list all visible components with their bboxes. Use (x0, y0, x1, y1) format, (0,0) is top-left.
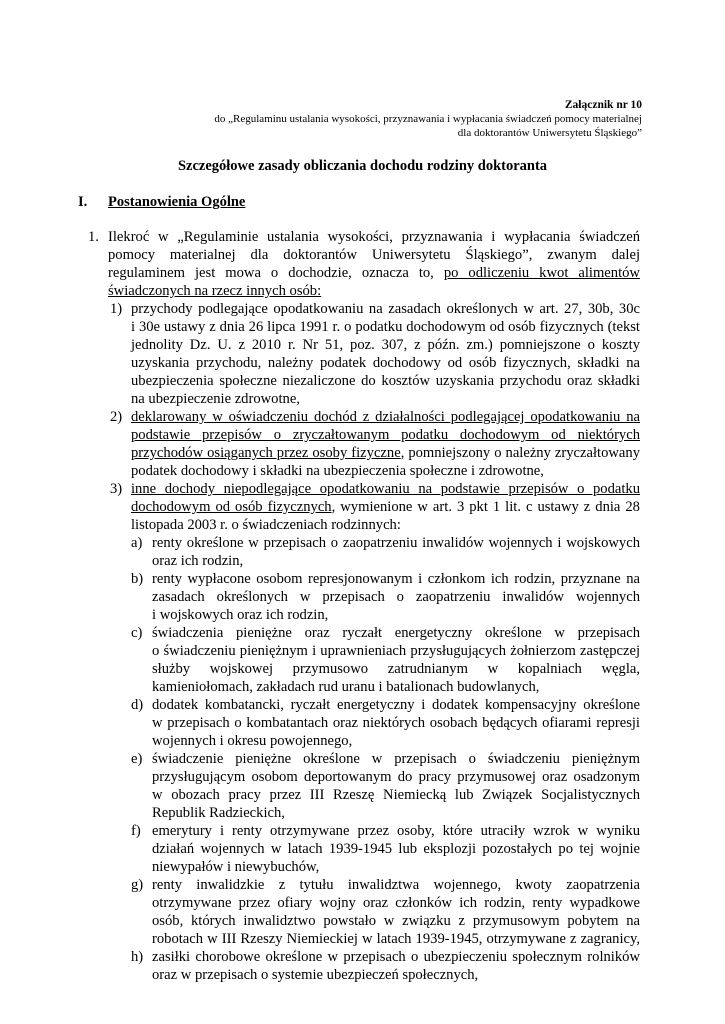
item-line: ubezpieczenia społeczne niezaliczone do kosztów uzyskania przychodu oraz składki (131, 373, 640, 389)
document-title: Szczegółowe zasady obliczania dochodu rodziny doktoranta (177, 158, 548, 174)
subitem-line: oraz w przepisach o systemie ubezpieczeń społecznych, (152, 967, 479, 983)
underlined-text: dochodowym od osób fizycznych (131, 499, 332, 515)
item-line: uzyskania przychodu, należny podatek dochodowy od osób fizycznych, składki na (131, 355, 640, 371)
section-number: I. (78, 194, 88, 210)
item-number: 3) (110, 481, 123, 497)
annex-line: do „Regulaminu ustalania wysokości, przyznawania i wypłacania świadczeń pomocy materialnej (214, 113, 642, 125)
subitem-label: g) (131, 877, 144, 893)
subitem-line: działań wojennych w latach 1939-1945 lub eksplozji pozostałych po tej wojnie (152, 841, 640, 857)
paragraph-line (108, 264, 640, 282)
subitem-line: w obozach pracy przez III Rzeszę Niemiecką lub Związek Socjalistycznych (152, 787, 640, 803)
paragraph-number: 1. (88, 229, 99, 245)
item-line: jednolity Dz. U. z 2010 r. Nr 51, poz. 307, z późn. zm.) pomniejszone o koszty (131, 337, 640, 353)
item-text: , pomniejszony o należny zryczałtowany (400, 445, 640, 461)
subitem-line: w przepisach o kombatantach oraz niektórych osobach będących ofiarami represji (152, 715, 640, 731)
underlined-text: podstawie przepisów o zryczałtowanym podatku dochodowym od niektórych (131, 427, 640, 443)
paragraph-text: regulaminem jest mowa o dochodzie, oznacza to, (108, 265, 444, 281)
item-line: podatek dochodowy i składki na ubezpieczenia społeczne i zdrowotne, (131, 463, 544, 479)
underlined-text: deklarowany w oświadczeniu dochód z działalności podlegającej opodatkowaniu na (131, 409, 640, 425)
subitem-label: e) (131, 751, 143, 767)
subitem-line: osób, których inwalidztwo powstało w związku z przymusowym pobytem na (152, 913, 640, 929)
subitem-line: niewypałów i niewybuchów, (152, 859, 320, 875)
subitem-label: c) (131, 625, 143, 641)
subitem-line: świadczenia pieniężne oraz ryczałt energetyczny określone w przepisach (152, 625, 640, 641)
item-line: i 30e ustawy z dnia 26 lipca 1991 r. o podatku dochodowym od osób fizycznych (tekst (131, 319, 640, 335)
subitem-line: robotach w III Rzeszy Niemieckiej w latach 1939-1945, otrzymywane z zagranicy, (152, 931, 640, 947)
subitem-line: Republik Radzieckich, (152, 805, 285, 821)
subitem-label: f) (131, 823, 141, 839)
annex-title: Załącznik nr 10 (564, 99, 642, 111)
paragraph-line: pomocy materialnej dla doktorantów Uniwersytetu Śląskiego”, zwanym dalej (108, 247, 640, 263)
underlined-text: po odliczeniu kwot alimentów (443, 265, 640, 281)
section-title: Postanowienia Ogólne (108, 194, 246, 210)
subitem-line: renty inwalidzkie z tytułu inwalidztwa wojennego, kwoty zaopatrzenia (152, 877, 640, 893)
subitem-line: przysługującym osobom deportowanym do pracy przymusowej oraz osadzonym (152, 769, 640, 785)
paragraph-line: Ilekroć w „Regulaminie ustalania wysokości, przyznawania i wypłacania świadczeń (108, 229, 640, 245)
subitem-label: b) (131, 571, 144, 587)
section-heading (78, 194, 245, 211)
subitem-line: emerytury i renty otrzymywane przez osoby, które utraciły wzrok w wyniku (152, 823, 640, 839)
underlined-text: przychodów osiąganych przez osoby fizyczne (131, 445, 401, 461)
item-line: przychody podlegające opodatkowaniu na zasadach określonych w art. 27, 30b, 30c (131, 301, 640, 317)
underlined-text: inne dochody niepodlegające opodatkowaniu na podstawie przepisów o podatku (131, 481, 640, 497)
subitem-line: świadczenie pieniężne określone w przepisach o świadczeniu pieniężnym (152, 751, 640, 767)
subitem-line: zasadach określonych w przepisach o zaopatrzeniu inwalidów wojennych (152, 589, 640, 605)
annex-header (214, 98, 642, 140)
item-text: , wymienione w art. 3 pkt 1 lit. c ustawy z dnia 28 (331, 499, 640, 515)
item-number: 2) (110, 409, 123, 425)
item-line: na ubezpieczenie zdrowotne, (131, 391, 300, 407)
subitem-label: d) (131, 697, 144, 713)
item-number: 1) (110, 301, 123, 317)
subitem-line: i wojskowych oraz ich rodzin, (152, 607, 329, 623)
subitem-line: otrzymywane przez ofiary wojny oraz członków ich rodzin, renty wypadkowe (152, 895, 640, 911)
subitem-line: renty wypłacone osobom represjonowanym i członkom ich rodzin, przyznane na (152, 571, 640, 587)
annex-line: dla doktorantów Uniwersytetu Śląskiego” (457, 127, 642, 139)
subitem-label: h) (131, 949, 144, 965)
subitem-line: oraz ich rodzin, (152, 553, 244, 569)
subitem-line: kamieniołomach, zakładach rud uranu i batalionach budowlanych, (152, 679, 540, 695)
subitem-line: wojennych i okresu powojennego, (152, 733, 353, 749)
subitem-label: a) (131, 535, 143, 551)
subitem-line: służby wojskowej przymusowo zatrudnianym w kopalniach węgla, (152, 661, 640, 677)
subitem-line: zasiłki chorobowe określone w przepisach o ubezpieczeniu społecznym rolników (152, 949, 640, 965)
item-line (131, 498, 640, 516)
subitem-line: renty określone w przepisach o zaopatrzeniu inwalidów wojennych i wojskowych (152, 535, 640, 551)
item-line (131, 444, 640, 462)
item-line: listopada 2003 r. o świadczeniach rodzinnych: (131, 517, 401, 533)
subitem-line: o świadczeniu pieniężnym i uprawnieniach przysługujących żołnierzom zastępczej (152, 643, 640, 659)
subitem-line: dodatek kombatancki, ryczałt energetyczny i dodatek kompensacyjny określone (152, 697, 640, 713)
underlined-text: świadczonych na rzecz innych osób: (108, 283, 322, 299)
